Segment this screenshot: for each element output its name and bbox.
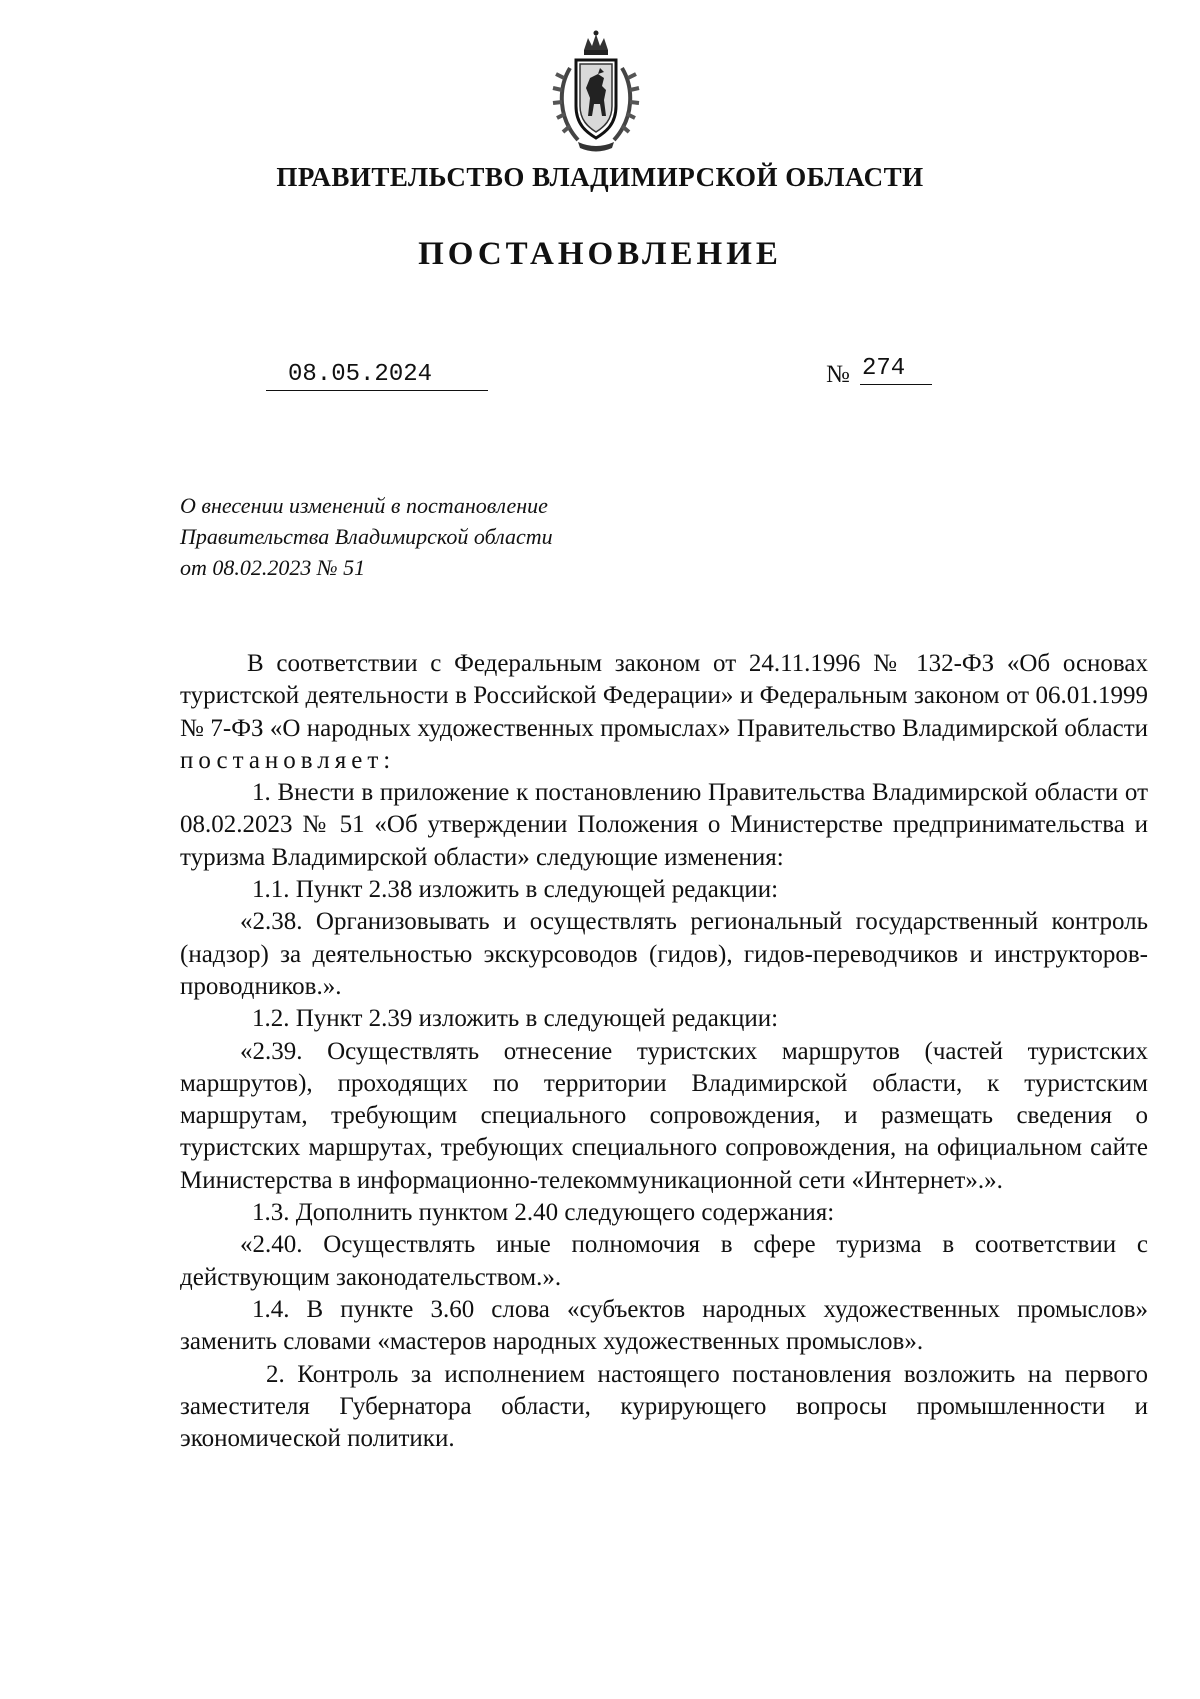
number-sign: №: [826, 361, 850, 388]
subject-line: от 08.02.2023 № 51: [180, 555, 366, 580]
subject-line: О внесении изменений в постановление: [180, 493, 548, 518]
preamble-paragraph: [180, 648, 1148, 777]
item-1-3: 1.3. Дополнить пунктом 2.40 следующего содержания:: [252, 1199, 835, 1227]
item-1-3-text: «2.40. Осуществлять иные полномочия в сфере туризма в соответствии с действующим законодательством.».: [180, 1231, 1148, 1291]
document-number: 274: [860, 354, 932, 385]
preamble-text: В соответствии с Федеральным законом от 24.11.1996 № 132-ФЗ «Об основах туристской деятельности в Российской Федерации» и Федеральным законом от 06.01.1999 № 7-ФЗ «О народных художественных промыслах» Правительство Владимирской области: [180, 650, 1148, 742]
subject-line: Правительства Владимирской области: [180, 524, 553, 549]
document-date: 08.05.2024: [266, 360, 488, 391]
item-1-2-text: «2.39. Осуществлять отнесение туристских маршрутов (частей туристских маршрутов), проходящих по территории Владимирской области, к туристским маршрутам, требующим специального сопровождения, и размещать сведения о туристских маршрутах, требующих специального сопровождения, на официальном сайте Министерства в информационно-телекоммуникационной сети «Интернет».».: [180, 1037, 1148, 1194]
resolves-word: постановляет:: [180, 746, 396, 774]
document-body: [180, 648, 1148, 1455]
organization-name: ПРАВИТЕЛЬСТВО ВЛАДИМИРСКОЙ ОБЛАСТИ: [276, 162, 924, 192]
document-type: ПОСТАНОВЛЕНИЕ: [418, 236, 782, 272]
item-2: 2. Контроль за исполнением настоящего постановления возложить на первого заместителя Губернатора области, курирующего вопросы промышленности и экономической политики.: [180, 1360, 1148, 1453]
coat-of-arms-icon: [548, 28, 644, 156]
item-1-4: 1.4. В пункте 3.60 слова «субъектов народных художественных промыслов» заменить словами «мастеров народных художественных промыслов».: [180, 1295, 1148, 1356]
item-1-2: 1.2. Пункт 2.39 изложить в следующей редакции:: [252, 1005, 779, 1033]
item-1-1-text: «2.38. Организовывать и осуществлять региональный государственный контроль (надзор) за деятельностью экскурсоводов (гидов), гидов-переводчиков и инструкторов-проводников.».: [180, 908, 1148, 1000]
item-1-1: 1.1. Пункт 2.38 изложить в следующей редакции:: [252, 876, 779, 904]
item-1: 1. Внести в приложение к постановлению Правительства Владимирской области от 08.02.2023 № 51 «Об утверждении Положения о Министерстве предпринимательства и туризма Владимирской области» следующие изменения:: [180, 779, 1148, 871]
document-subject: [180, 490, 640, 583]
